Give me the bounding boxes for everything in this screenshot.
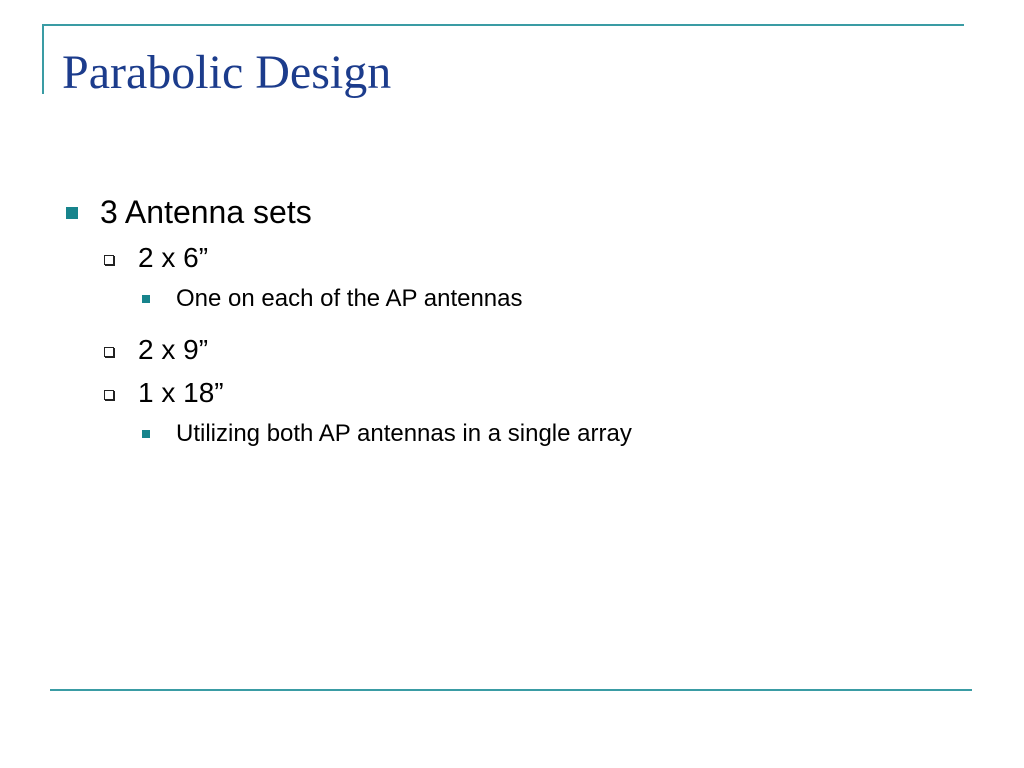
hollow-square-bullet-icon [104, 390, 114, 400]
small-square-bullet-icon [142, 295, 150, 303]
small-square-bullet-icon [142, 430, 150, 438]
filled-square-bullet-icon [66, 207, 78, 219]
hollow-square-bullet-icon [104, 347, 114, 357]
hollow-square-bullet-icon [104, 255, 114, 265]
slide-title: Parabolic Design [62, 46, 392, 99]
bullet-text: 1 x 18” [138, 377, 224, 408]
title-frame-vertical-line [42, 24, 44, 94]
bullet-item-level-2 [62, 374, 962, 412]
bullet-text: One on each of the AP antennas [176, 285, 523, 312]
bullet-text: 3 Antenna sets [100, 194, 312, 230]
bullet-item-level-3 [62, 417, 962, 451]
bullet-text: Utilizing both AP antennas in a single array [176, 420, 632, 447]
bullet-item-level-3 [62, 282, 962, 316]
bullet-item-level-2 [62, 331, 962, 369]
bullet-list [62, 190, 962, 466]
bullet-text: 2 x 9” [138, 334, 209, 365]
bullet-text: 2 x 6” [138, 242, 209, 273]
title-frame-horizontal-line [42, 24, 964, 26]
bullet-item-level-1 [62, 190, 962, 234]
bullet-item-level-2 [62, 239, 962, 277]
footer-divider-line [50, 689, 972, 691]
